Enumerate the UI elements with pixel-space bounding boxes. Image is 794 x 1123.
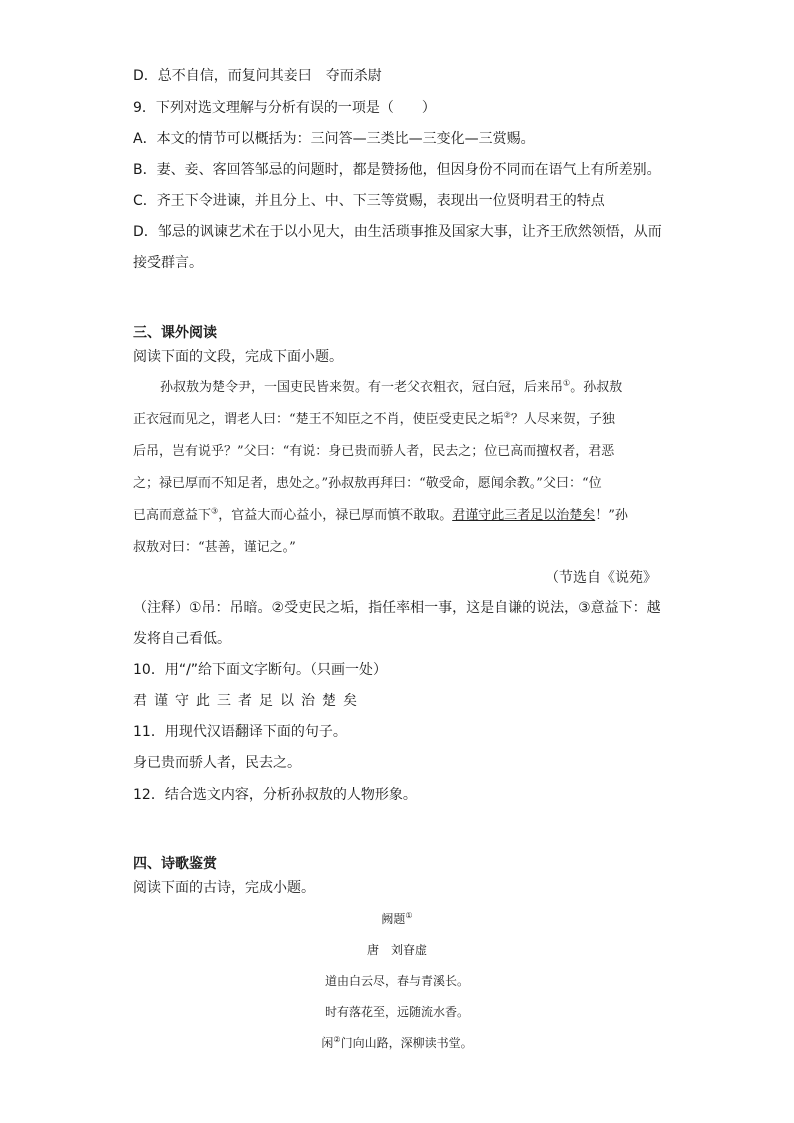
q9-option-d-line1: D．邹忌的讽谏艺术在于以小见大，由生活琐事推及国家大事，让齐王欣然领悟，从而 bbox=[133, 224, 662, 240]
passage-line-5 bbox=[133, 506, 663, 526]
passage-text: 孙叔敖为楚令尹，一国吏民皆来贺。有一老父衣粗衣，冠白冠，后来吊 bbox=[160, 380, 564, 395]
section4-heading: 四、诗歌鉴赏 bbox=[133, 856, 217, 872]
passage-line-4: 之；禄已厚而不知足者，患处之。”孙叔敖再拜曰：“敬受命，愿闻余教。”父曰：“位 bbox=[133, 476, 602, 491]
q9-option-a: A．本文的情节可以概括为：三问答—三类比—三变化—三赏赐。 bbox=[133, 131, 535, 147]
passage-text: ，官益大而心益小，禄已厚而慎不敢取。 bbox=[218, 508, 453, 523]
section3-heading: 三、课外阅读 bbox=[133, 325, 217, 341]
poem-line-2: 时有落花至，远随流水香。 bbox=[324, 1005, 469, 1019]
passage-line-3: 后吊，岂有说乎？”父曰：“有说：身已贵而骄人者，民去之；位已高而擅权者，君恶 bbox=[133, 444, 615, 459]
q10-stem: 10．用“/”给下面文字断句。（只画一处） bbox=[133, 662, 388, 678]
passage-line-1 bbox=[160, 378, 690, 398]
passage-line-2 bbox=[133, 410, 663, 430]
passage-text: ？人尽来贺，子独 bbox=[510, 412, 615, 427]
passage-text: 。孙叔敖 bbox=[570, 380, 623, 395]
q11-stem: 11．用现代汉语翻译下面的句子。 bbox=[133, 724, 347, 740]
q10-text: 君谨守此三者足以治楚矣 bbox=[133, 693, 364, 709]
footnote-marker: ③ bbox=[211, 506, 219, 516]
passage-text: 已高而意益下 bbox=[133, 508, 212, 523]
passage-line-6: 叔敖对曰：“甚善，谨记之。” bbox=[133, 540, 296, 555]
poem-title bbox=[200, 909, 594, 929]
q9-stem: 9．下列对选文理解与分析有误的一项是（ ） bbox=[133, 100, 436, 116]
footnote-marker: ① bbox=[563, 378, 571, 388]
q12-stem: 12．结合选文内容，分析孙叔敖的人物形象。 bbox=[133, 787, 417, 803]
passage-source: （节选自《说苑》 bbox=[545, 570, 657, 586]
q9-option-b: B．妻、妾、客回答邹忌的问题时，都是赞扬他，但因身份不同而在语气上有所差别。 bbox=[133, 162, 661, 178]
section4-instruction: 阅读下面的古诗，完成小题。 bbox=[133, 880, 315, 896]
poem-text: 闲 bbox=[321, 1036, 334, 1050]
footnote-marker: ② bbox=[333, 1035, 341, 1044]
footnote-marker: ② bbox=[503, 410, 511, 420]
q8-option-d: D．总不自信，而复问其妾曰 夺而杀尉 bbox=[133, 68, 382, 84]
poem-text: 门向山路，深柳读书堂。 bbox=[340, 1036, 473, 1050]
passage-text: 正衣冠而见之，谓老人曰：“楚王不知臣之不肖，使臣受吏民之垢 bbox=[133, 412, 504, 427]
section3-instruction: 阅读下面的文段，完成下面小题。 bbox=[133, 349, 343, 365]
poem-line-1: 道由白云尽，春与青溪长。 bbox=[324, 974, 469, 988]
annotation-line-1: （注释）①吊：吊暗。②受吏民之垢，指任率相一事，这是自谦的说法，③意益下：越 bbox=[133, 600, 661, 616]
q11-text: 身已贵而骄人者，民去之。 bbox=[133, 755, 301, 771]
poem-line-3 bbox=[200, 1033, 594, 1053]
footnote-marker: ① bbox=[405, 911, 413, 920]
q9-option-d-line2: 接受群言。 bbox=[133, 255, 203, 271]
poem-title-text: 阙题 bbox=[381, 912, 406, 926]
annotation-line-2: 发将自己看低。 bbox=[133, 631, 231, 647]
underlined-sentence: 君谨守此三者足以治楚矣 bbox=[452, 508, 596, 523]
q9-option-c: C．齐王下令进谏，并且分上、中、下三等赏赐，表现出一位贤明君王的特点 bbox=[133, 193, 605, 209]
poem-author: 唐 刘眘虚 bbox=[366, 943, 427, 957]
passage-text: ！”孙 bbox=[595, 508, 628, 523]
